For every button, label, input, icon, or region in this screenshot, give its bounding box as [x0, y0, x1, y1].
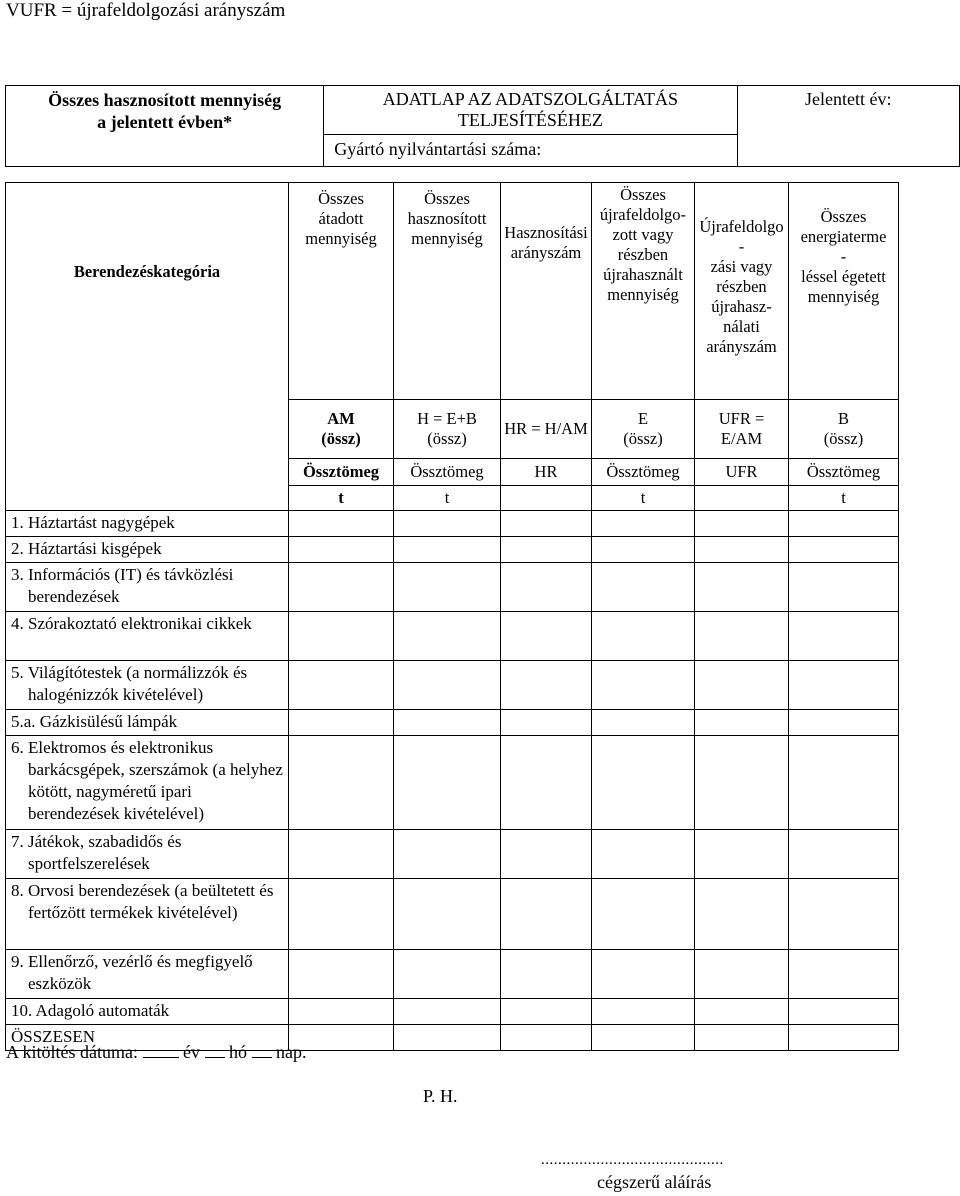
- category-text: 8. Orvosi berendezések (a beültetett és fertőzött termékek kivételével): [11, 881, 274, 922]
- value-cell-col3[interactable]: [501, 710, 592, 736]
- value-cell-col4[interactable]: [592, 563, 695, 612]
- value-cell-col1[interactable]: [289, 537, 394, 563]
- col3-title: Hasznosítási arányszám: [501, 183, 592, 400]
- col4-unit-label: Össztömeg: [592, 459, 695, 486]
- value-cell-col4[interactable]: [592, 511, 695, 537]
- total-used-title: [6, 86, 324, 167]
- value-cell-col6[interactable]: [789, 879, 899, 950]
- value-cell-col5[interactable]: [695, 511, 789, 537]
- value-cell-col1[interactable]: [289, 661, 394, 710]
- value-cell-col3[interactable]: [501, 537, 592, 563]
- manufacturer-reg-label: Gyártó nyilvántartási száma:: [334, 139, 542, 159]
- value-cell-col3[interactable]: [501, 661, 592, 710]
- total-used-title-line1: Összes hasznosított mennyiség: [48, 90, 282, 110]
- value-cell-col5[interactable]: [695, 537, 789, 563]
- value-cell-col3[interactable]: [501, 612, 592, 661]
- category-label: [6, 511, 289, 537]
- table-row: [6, 661, 899, 710]
- category-label: [6, 830, 289, 879]
- category-label: [6, 563, 289, 612]
- value-cell-col2[interactable]: [394, 661, 501, 710]
- value-cell-col5[interactable]: [695, 736, 789, 830]
- col2-formula: H = E+B (össz): [394, 400, 501, 459]
- col3-unit-label: HR: [501, 459, 592, 486]
- col6-unit-label: Össztömeg: [789, 459, 899, 486]
- value-cell-col3[interactable]: [501, 999, 592, 1025]
- col1-unit: t: [289, 486, 394, 511]
- value-cell-col4[interactable]: [592, 710, 695, 736]
- value-cell-col2[interactable]: [394, 1025, 501, 1051]
- category-label: [6, 999, 289, 1025]
- value-cell-col2[interactable]: [394, 612, 501, 661]
- value-cell-col5[interactable]: [695, 879, 789, 950]
- form-title-line1: ADATLAP AZ ADATSZOLGÁLTATÁS: [382, 89, 679, 109]
- data-table: [5, 182, 899, 1051]
- value-cell-col6[interactable]: [789, 537, 899, 563]
- value-cell-col1[interactable]: [289, 830, 394, 879]
- col5-title: Újrafeldolgo - zási vagy részben újrahasz- nálati arányszám: [695, 183, 789, 400]
- value-cell-col3[interactable]: [501, 736, 592, 830]
- category-text: 9. Ellenőrző, vezérlő és megfigyelő eszközök: [11, 952, 253, 993]
- col5-unit: [695, 486, 789, 511]
- value-cell-col2[interactable]: [394, 710, 501, 736]
- col2-unit-label: Össztömeg: [394, 459, 501, 486]
- value-cell-col1[interactable]: [289, 879, 394, 950]
- col4-formula: E (össz): [592, 400, 695, 459]
- value-cell-col5[interactable]: [695, 710, 789, 736]
- value-cell-col6[interactable]: [789, 710, 899, 736]
- manufacturer-reg-cell[interactable]: [324, 135, 737, 167]
- value-cell-col2[interactable]: [394, 511, 501, 537]
- value-cell-col3[interactable]: [501, 511, 592, 537]
- category-label: [6, 950, 289, 999]
- form-title-line2: TELJESÍTÉSÉHEZ: [457, 110, 603, 130]
- table-row: [6, 612, 899, 661]
- value-cell-col2[interactable]: [394, 879, 501, 950]
- table-row: [6, 879, 899, 950]
- value-cell-col4[interactable]: [592, 950, 695, 999]
- value-cell-col3[interactable]: [501, 563, 592, 612]
- value-cell-col6[interactable]: [789, 612, 899, 661]
- value-cell-col4[interactable]: [592, 1025, 695, 1051]
- table-row: [6, 511, 899, 537]
- value-cell-col1[interactable]: [289, 950, 394, 999]
- reported-year-label: Jelentett év:: [805, 89, 892, 109]
- value-cell-col1[interactable]: [289, 612, 394, 661]
- value-cell-col5[interactable]: [695, 950, 789, 999]
- value-cell-col6[interactable]: [789, 511, 899, 537]
- month-label: hó: [229, 1042, 247, 1062]
- fill-date-line: [6, 1042, 307, 1063]
- col1-title: Összes átadott mennyiség: [289, 183, 394, 400]
- col3-unit: [501, 486, 592, 511]
- stamp-placeholder: P. H.: [423, 1086, 458, 1106]
- value-cell-col1[interactable]: [289, 563, 394, 612]
- day-label: nap.: [276, 1042, 307, 1062]
- value-cell-col6[interactable]: [789, 661, 899, 710]
- category-text: 1. Háztartást nagygépek: [11, 513, 175, 532]
- category-text: 7. Játékok, szabadidős és sportfelszerelések: [11, 832, 182, 873]
- category-text: 3. Információs (IT) és távközlési berendezések: [11, 565, 234, 606]
- category-text: ÖSSZESEN: [11, 1027, 96, 1046]
- category-label: [6, 710, 289, 736]
- value-cell-col6[interactable]: [789, 736, 899, 830]
- value-cell-col5[interactable]: [695, 612, 789, 661]
- value-cell-col2[interactable]: [394, 999, 501, 1025]
- day-field[interactable]: [252, 1043, 272, 1058]
- month-field[interactable]: [205, 1043, 225, 1058]
- col5-unit-label: UFR: [695, 459, 789, 486]
- col5-formula: UFR = E/AM: [695, 400, 789, 459]
- category-text: 4. Szórakoztató elektronikai cikkek: [11, 614, 252, 633]
- reported-year-cell[interactable]: [737, 86, 959, 167]
- value-cell-col4[interactable]: [592, 736, 695, 830]
- col2-title: Összes hasznosított mennyiség: [394, 183, 501, 400]
- col1-unit-label: Össztömeg: [289, 459, 394, 486]
- year-field[interactable]: [143, 1043, 179, 1058]
- table-row: [6, 710, 899, 736]
- category-text: 5. Világítótestek (a normálizzók és halogénizzók kivételével): [11, 663, 248, 704]
- value-cell-col1[interactable]: [289, 736, 394, 830]
- value-cell-col4[interactable]: [592, 537, 695, 563]
- col4-title: Összes újrafeldolgo- zott vagy részben újrahasznált mennyiség: [592, 183, 695, 400]
- top-line-note: VUFR = újrafeldolgozási arányszám: [6, 0, 286, 21]
- value-cell-col3[interactable]: [501, 830, 592, 879]
- value-cell-col5[interactable]: [695, 563, 789, 612]
- value-cell-col4[interactable]: [592, 612, 695, 661]
- value-cell-col4[interactable]: [592, 830, 695, 879]
- header-table: [5, 85, 960, 167]
- value-cell-col4[interactable]: [592, 879, 695, 950]
- category-text: 10. Adagoló automaták: [11, 1001, 170, 1020]
- value-cell-col4[interactable]: [592, 999, 695, 1025]
- value-cell-col5[interactable]: [695, 1025, 789, 1051]
- col1-formula: AM (össz): [289, 400, 394, 459]
- category-header-label: Berendezéskategória: [73, 261, 221, 281]
- fill-date-label: A kitöltés dátuma:: [6, 1042, 138, 1062]
- category-text: 2. Háztartási kisgépek: [11, 539, 162, 558]
- value-cell-col2[interactable]: [394, 563, 501, 612]
- form-title: [324, 86, 737, 135]
- col6-title: Összes energiaterme - léssel égetett mennyiség: [789, 183, 899, 400]
- value-cell-col6[interactable]: [789, 1025, 899, 1051]
- value-cell-col6[interactable]: [789, 999, 899, 1025]
- category-label: [6, 612, 289, 661]
- value-cell-col3[interactable]: [501, 1025, 592, 1051]
- category-text: 6. Elektromos és elektronikus barkácsgépek, szerszámok (a helyhez kötött, nagyméretű ipari berendezések kivételével): [11, 738, 283, 823]
- value-cell-col2[interactable]: [394, 537, 501, 563]
- signature-label: cégszerű aláírás: [597, 1172, 712, 1192]
- category-header: [6, 183, 289, 511]
- signature-line[interactable]: ...........................................: [541, 1152, 724, 1168]
- col6-unit: t: [789, 486, 899, 511]
- value-cell-col1[interactable]: [289, 511, 394, 537]
- value-cell-col1[interactable]: [289, 710, 394, 736]
- table-row: [6, 950, 899, 999]
- category-label: [6, 661, 289, 710]
- table-row: [6, 736, 899, 830]
- total-used-title-line2: a jelentett évben*: [97, 112, 233, 132]
- year-label: év: [183, 1042, 200, 1062]
- value-cell-col6[interactable]: [789, 950, 899, 999]
- value-cell-col5[interactable]: [695, 661, 789, 710]
- table-row: [6, 830, 899, 879]
- table-row: [6, 563, 899, 612]
- category-label: [6, 736, 289, 830]
- col6-formula: B (össz): [789, 400, 899, 459]
- category-text: 5.a. Gázkisülésű lámpák: [11, 712, 178, 731]
- table-row: [6, 537, 899, 563]
- value-cell-col6[interactable]: [789, 563, 899, 612]
- value-cell-col2[interactable]: [394, 736, 501, 830]
- table-row: [6, 999, 899, 1025]
- value-cell-col2[interactable]: [394, 830, 501, 879]
- col2-unit: t: [394, 486, 501, 511]
- value-cell-col3[interactable]: [501, 879, 592, 950]
- value-cell-col2[interactable]: [394, 950, 501, 999]
- category-label: [6, 537, 289, 563]
- col4-unit: t: [592, 486, 695, 511]
- value-cell-col5[interactable]: [695, 830, 789, 879]
- value-cell-col5[interactable]: [695, 999, 789, 1025]
- value-cell-col1[interactable]: [289, 999, 394, 1025]
- value-cell-col4[interactable]: [592, 661, 695, 710]
- category-label: [6, 879, 289, 950]
- col3-formula: HR = H/AM: [501, 400, 592, 459]
- value-cell-col6[interactable]: [789, 830, 899, 879]
- value-cell-col3[interactable]: [501, 950, 592, 999]
